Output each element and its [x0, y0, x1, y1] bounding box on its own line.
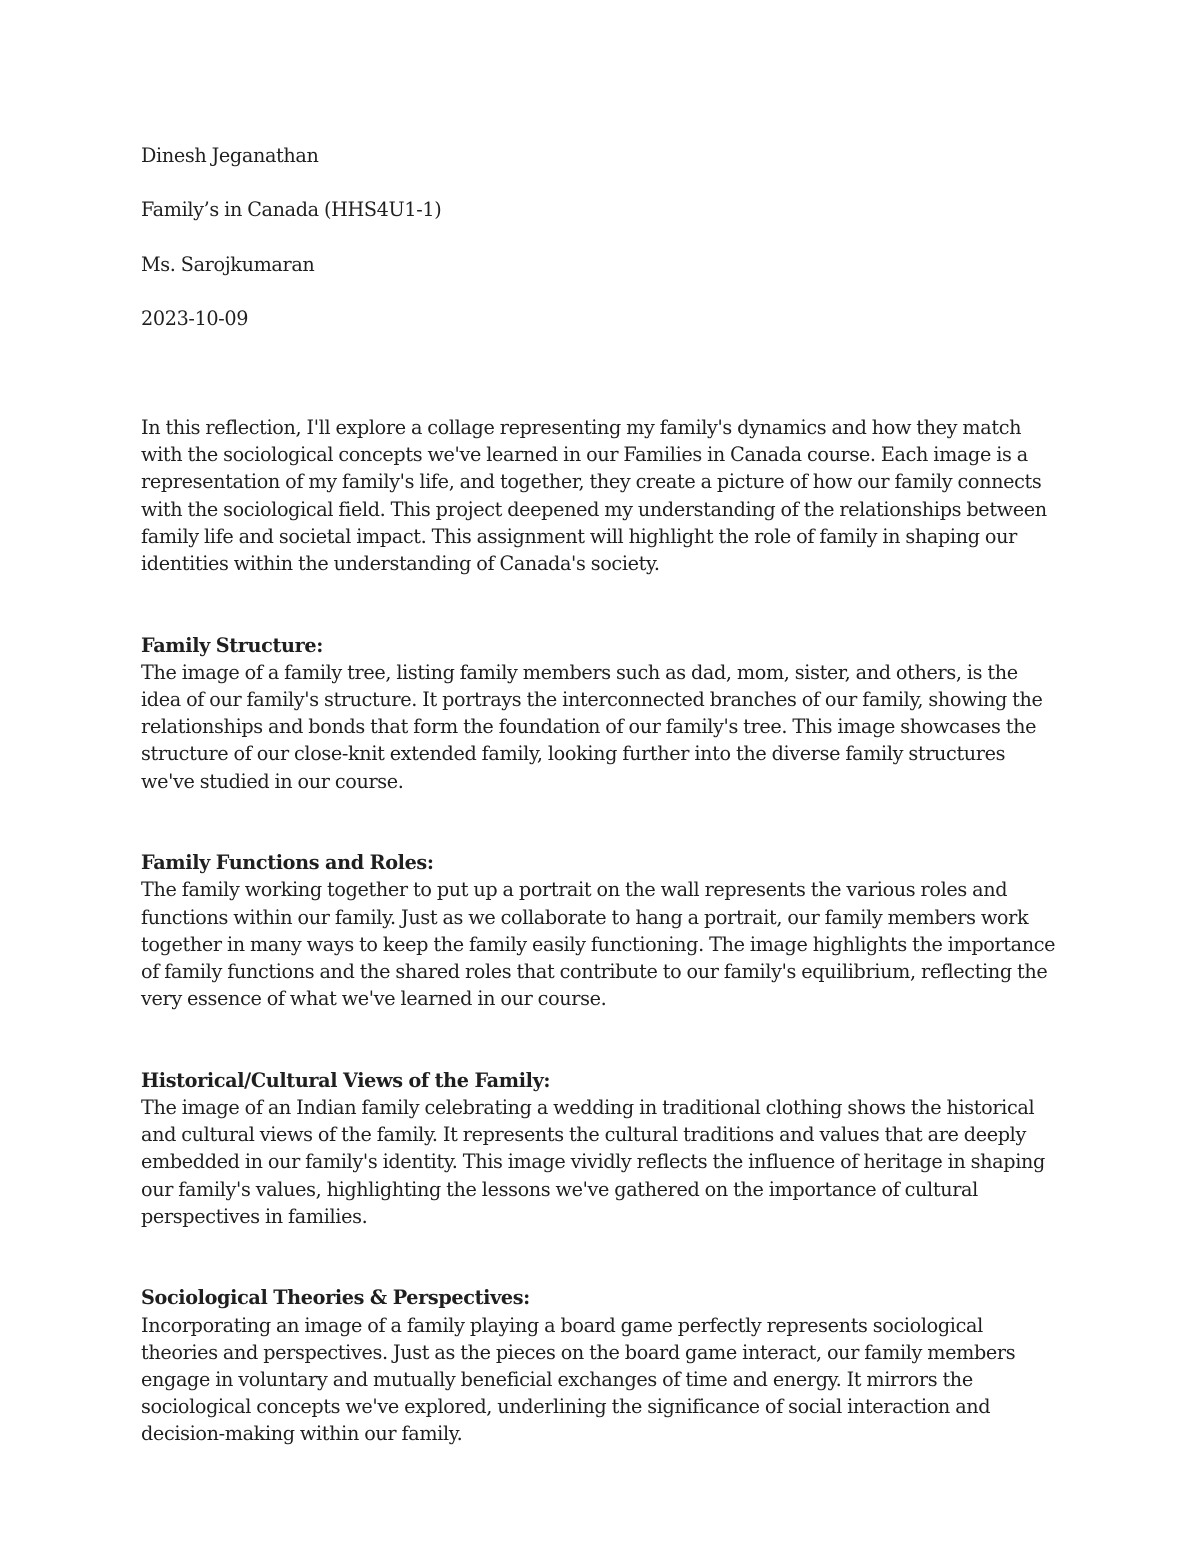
course-name: Family’s in Canada (HHS4U1-1)	[141, 198, 442, 222]
section-heading: Historical/Cultural Views of the Family:	[141, 1068, 551, 1092]
section-body: The family working together to put up a portrait on the wall represents the various roles and functions within our family. Just as we collaborate to hang a portrait, our family members work together in many ways to keep the family easily functioning. The image highlights the importance of family functions and the shared roles that contribute to our family's equilibrium, reflecting the very essence of what we've learned in our course.	[141, 878, 1056, 1011]
section-family-structure	[141, 632, 1061, 795]
teacher-name: Ms. Sarojkumaran	[141, 252, 315, 276]
section-heading: Family Functions and Roles:	[141, 851, 434, 875]
section-sociological-theories	[141, 1284, 1061, 1447]
section-body: The image of a family tree, listing family members such as dad, mom, sister, and others, is the idea of our family's structure. It portrays the interconnected branches of our family, showing the relationships and bonds that form the foundation of our family's tree. This image showcases the structure of our close-knit extended family, looking further into the diverse family structures we've studied in our course.	[141, 660, 1043, 793]
intro-paragraph: In this reflection, I'll explore a collage representing my family's dynamics and how they match with the sociological concepts we've learned in our Families in Canada course. Each image is a representation of my family's life, and together, they create a picture of how our family connects with the sociological field. This project deepened my understanding of the relationships between family life and societal impact. This assignment will highlight the role of family in shaping our identities within the understanding of Canada's society.	[141, 415, 1047, 575]
section-heading: Family Structure:	[141, 633, 323, 657]
section-historical-cultural-views	[141, 1067, 1061, 1230]
author-name: Dinesh Jeganathan	[141, 144, 319, 167]
section-heading: Sociological Theories & Perspectives:	[141, 1286, 530, 1310]
document-header	[141, 142, 1061, 332]
section-body: Incorporating an image of a family playing a board game perfectly represents sociological theories and perspectives. Just as the pieces on the board game interact, our family members engage in voluntary and mutually beneficial exchanges of time and energy. It mirrors the sociological concepts we've explored, underlining the significance of social interaction and decision-making within our family.	[141, 1313, 1016, 1446]
section-body: The image of an Indian family celebrating a wedding in traditional clothing shows the historical and cultural views of the family. It represents the cultural traditions and values that are deeply embedded in our family's identity. This image vividly reflects the influence of heritage in shaping our family's values, highlighting the lessons we've gathered on the importance of cultural perspectives in families.	[141, 1096, 1045, 1228]
document-date: 2023-10-09	[141, 307, 249, 331]
document-body	[141, 142, 1061, 1448]
section-family-functions-roles	[141, 849, 1061, 1012]
